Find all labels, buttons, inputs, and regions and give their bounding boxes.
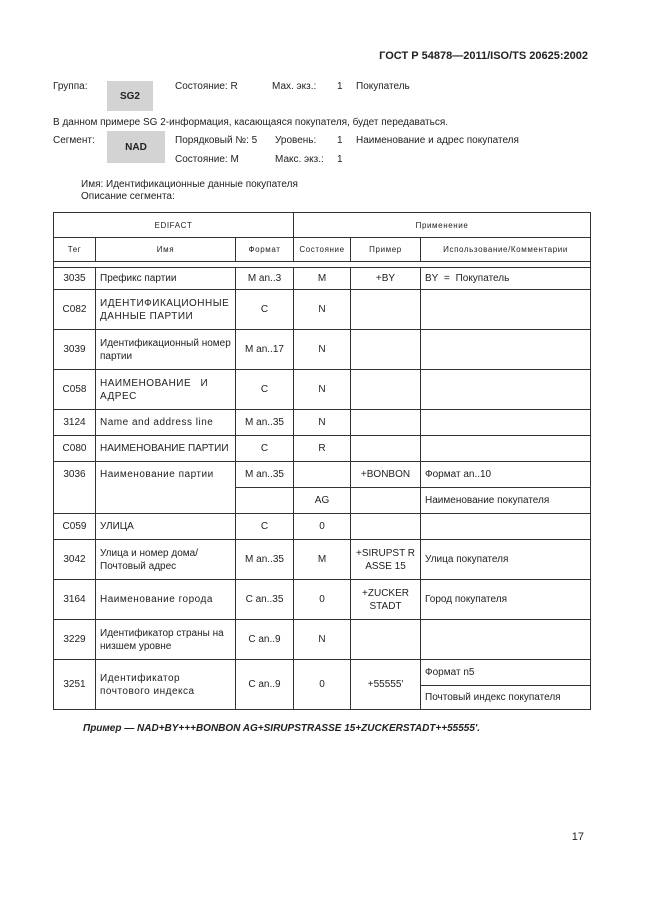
- segment-max-value: 1: [337, 154, 343, 165]
- table-row: [54, 290, 591, 330]
- cell-tag: C059: [54, 514, 96, 540]
- table-row: [54, 514, 591, 540]
- cell-usage: [421, 620, 591, 660]
- cell-name: Идентификатор почтового индекса: [96, 660, 236, 710]
- group-max-label: Мах. экз.:: [272, 81, 317, 92]
- note-text: В данном примере SG 2-информация, касающаяся покупателя, будет передаваться.: [53, 117, 449, 128]
- cell-example: [351, 290, 421, 330]
- cell-status: [294, 462, 351, 488]
- cell-usage: [421, 514, 591, 540]
- cell-usage: [421, 410, 591, 436]
- cell-format: C: [236, 370, 294, 410]
- cell-status: N: [294, 330, 351, 370]
- cell-usage: Наименование покупателя: [421, 488, 591, 514]
- cell-tag: C080: [54, 436, 96, 462]
- cell-example: [351, 370, 421, 410]
- cell-status: N: [294, 410, 351, 436]
- cell-name: Идентификатор страны на низшем уровне: [96, 620, 236, 660]
- cell-format: C: [236, 514, 294, 540]
- cell-format: M an..35: [236, 540, 294, 580]
- cell-usage: Город покупателя: [421, 580, 591, 620]
- cell-format: C an..9: [236, 660, 294, 710]
- cell-usage: [421, 436, 591, 462]
- segment-code: NAD: [125, 141, 147, 153]
- cell-usage: Улица покупателя: [421, 540, 591, 580]
- cell-format: M an..35: [236, 410, 294, 436]
- cell-format: C: [236, 290, 294, 330]
- group-name: Покупатель: [356, 81, 410, 92]
- group-code-box: [107, 81, 153, 111]
- cell-status: N: [294, 370, 351, 410]
- group-status: Состояние: R: [175, 81, 238, 92]
- application-header: Применение: [294, 213, 591, 238]
- cell-status: N: [294, 620, 351, 660]
- cell-tag: 3164: [54, 580, 96, 620]
- cell-usage: [421, 330, 591, 370]
- cell-name: НАИМЕНОВАНИЕ ПАРТИИ: [96, 436, 236, 462]
- cell-status: M: [294, 268, 351, 290]
- table-row: [54, 330, 591, 370]
- segment-description-label: Описание сегмента:: [81, 191, 175, 202]
- cell-name: НАИМЕНОВАНИЕ И АДРЕС: [96, 370, 236, 410]
- cell-name: Идентификационный номер партии: [96, 330, 236, 370]
- group-label: Группа:: [53, 81, 88, 92]
- cell-example: [351, 330, 421, 370]
- table-row: [54, 660, 591, 686]
- table-row: [54, 410, 591, 436]
- cell-example: [351, 514, 421, 540]
- cell-status: 0: [294, 660, 351, 710]
- cell-usage: Почтовый индекс покупателя: [421, 686, 591, 710]
- cell-example: +55555': [351, 660, 421, 710]
- cell-example: [351, 436, 421, 462]
- segment-code-box: [107, 131, 165, 163]
- table-row: [54, 370, 591, 410]
- cell-tag: C082: [54, 290, 96, 330]
- cell-usage: [421, 370, 591, 410]
- table-header-row: [54, 238, 591, 262]
- cell-tag: 3035: [54, 268, 96, 290]
- group-max-value: 1: [337, 81, 343, 92]
- table-row: [54, 462, 591, 488]
- table-row: [54, 620, 591, 660]
- cell-usage: Формат an..10: [421, 462, 591, 488]
- cell-name: Наименование партии: [96, 462, 236, 514]
- cell-status: AG: [294, 488, 351, 514]
- cell-tag: 3124: [54, 410, 96, 436]
- segment-table: [53, 212, 591, 710]
- cell-name: Name and address line: [96, 410, 236, 436]
- cell-status: 0: [294, 580, 351, 620]
- col-header-tag: Тег: [54, 238, 96, 262]
- cell-status: N: [294, 290, 351, 330]
- cell-usage: Формат n5: [421, 660, 591, 686]
- col-header-usage: Использование/Комментарии: [421, 238, 591, 262]
- col-header-format: Формат: [236, 238, 294, 262]
- segment-order: Порядковый №: 5: [175, 135, 258, 146]
- cell-example: [351, 488, 421, 514]
- table-row: [54, 268, 591, 290]
- table-row: [54, 580, 591, 620]
- cell-example: +ZUCKER STADT: [351, 580, 421, 620]
- cell-example: [351, 410, 421, 436]
- cell-usage: [421, 290, 591, 330]
- cell-name: Префикс партии: [96, 268, 236, 290]
- segment-name: Наименование и адрес покупателя: [356, 135, 519, 146]
- cell-usage: BY = Покупатель: [421, 268, 591, 290]
- cell-name: ИДЕНТИФИКАЦИОННЫЕ ДАННЫЕ ПАРТИИ: [96, 290, 236, 330]
- col-header-status: Состояние: [294, 238, 351, 262]
- segment-label: Сегмент:: [53, 135, 95, 146]
- edifact-header: EDIFACT: [54, 213, 294, 238]
- cell-format: C an..9: [236, 620, 294, 660]
- cell-tag: 3251: [54, 660, 96, 710]
- cell-example: +BY: [351, 268, 421, 290]
- cell-name: УЛИЦА: [96, 514, 236, 540]
- cell-status: R: [294, 436, 351, 462]
- table-row: [54, 540, 591, 580]
- cell-tag: 3042: [54, 540, 96, 580]
- segment-level-label: Уровень:: [275, 135, 317, 146]
- page-number: 17: [571, 831, 584, 843]
- cell-status: 0: [294, 514, 351, 540]
- cell-format: C an..35: [236, 580, 294, 620]
- segment-status: Состояние: M: [175, 154, 239, 165]
- col-header-name: Имя: [96, 238, 236, 262]
- cell-format: [236, 488, 294, 514]
- col-header-example: Пример: [351, 238, 421, 262]
- cell-status: M: [294, 540, 351, 580]
- cell-example: [351, 620, 421, 660]
- cell-example: +SIRUPST RASSE 15: [351, 540, 421, 580]
- table-group-header-row: [54, 213, 591, 238]
- cell-example: +BONBON: [351, 462, 421, 488]
- segment-name-line: Имя: Идентификационные данные покупателя: [81, 179, 298, 190]
- cell-tag: C058: [54, 370, 96, 410]
- segment-max-label: Макс. экз.:: [275, 154, 324, 165]
- cell-format: M an..17: [236, 330, 294, 370]
- cell-format: C: [236, 436, 294, 462]
- cell-tag: 3039: [54, 330, 96, 370]
- cell-name: Наименование города: [96, 580, 236, 620]
- cell-name: Улица и номер дома/ Почтовый адрес: [96, 540, 236, 580]
- document-header: ГОСТ Р 54878—2011/ISO/TS 20625:2002: [379, 50, 588, 62]
- example-line: Пример — NAD+BY+++BONBON AG+SIRUPSTRASSE 15+ZUCKERSTADT++55555'.: [83, 723, 481, 734]
- cell-format: M an..35: [236, 462, 294, 488]
- group-code: SG2: [119, 90, 140, 102]
- segment-level-value: 1: [337, 135, 343, 146]
- cell-tag: 3036: [54, 462, 96, 514]
- table-row: [54, 436, 591, 462]
- cell-format: M an..3: [236, 268, 294, 290]
- cell-tag: 3229: [54, 620, 96, 660]
